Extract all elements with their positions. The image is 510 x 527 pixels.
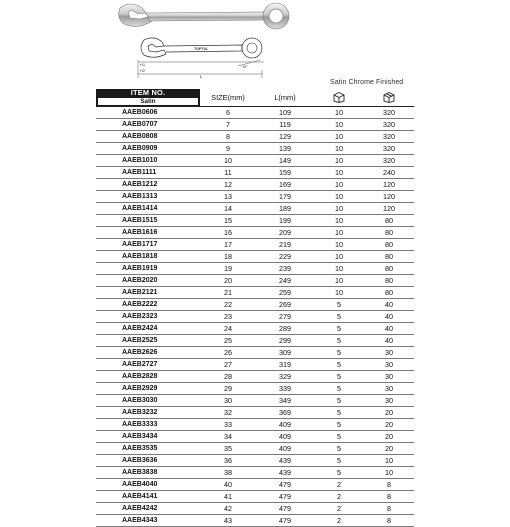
length-cell: 149 [279,155,291,165]
item-code-cell: AAEB4040 [122,480,158,488]
length-cell: 139 [279,143,291,153]
table-row [96,370,414,382]
length-cell: 279 [279,311,291,321]
item-sub-label: Satin [98,98,198,105]
size-cell: 14 [224,203,232,213]
length-cell: 159 [279,167,291,177]
inner-qty-cell: 5 [337,407,341,417]
table-row [96,178,414,190]
size-cell: 19 [224,263,232,273]
table-row [96,490,414,502]
carton-qty-cell: 8 [387,479,391,489]
inner-qty-cell: 5 [337,323,341,333]
size-cell: 10 [224,155,232,165]
table-row [96,430,414,442]
carton-qty-cell: 8 [387,491,391,501]
inner-qty-cell: 10 [335,119,343,129]
length-cell: 479 [279,491,291,501]
inner-qty-cell: 10 [335,287,343,297]
size-cell: 28 [224,371,232,381]
size-cell: 18 [224,251,232,261]
carton-qty-cell: 30 [385,383,393,393]
inner-qty-cell: 10 [335,179,343,189]
carton-header [364,89,414,106]
item-code-cell: AAEB1515 [122,216,158,224]
item-code-cell: AAEB0707 [122,120,158,128]
item-code-cell: AAEB1717 [122,240,158,248]
inner-qty-cell: 2 [337,479,341,489]
length-cell: 409 [279,431,291,441]
size-cell: 7 [226,119,230,129]
table-row [96,214,414,226]
table-row [96,202,414,214]
inner-qty-cell: 5 [337,419,341,429]
inner-qty-cell: 10 [335,203,343,213]
length-cell: 409 [279,443,291,453]
table-row [96,262,414,274]
table-row [96,394,414,406]
size-cell: 11 [224,167,232,177]
item-no-header [96,89,200,106]
table-row [96,418,414,430]
item-code-cell: AAEB2121 [122,288,158,296]
length-cell: 129 [279,131,291,141]
item-code-cell: AAEB3838 [122,468,158,476]
item-code-cell: AAEB4141 [122,492,158,500]
inner-qty-cell: 5 [337,443,341,453]
inner-qty-cell: 5 [337,335,341,345]
carton-qty-cell: 80 [385,227,393,237]
length-cell: 479 [279,515,291,525]
size-cell: 33 [224,419,232,429]
inner-qty-cell: 10 [335,143,343,153]
inner-box-header [314,89,364,106]
length-cell: 309 [279,347,291,357]
size-cell: 23 [224,311,232,321]
carton-icon [382,91,396,103]
item-code-cell: AAEB3030 [122,396,158,404]
table-row [96,142,414,154]
table-row [96,502,414,514]
size-cell: 17 [224,239,232,249]
length-cell: 339 [279,383,291,393]
carton-qty-cell: 120 [383,191,395,201]
carton-qty-cell: 40 [385,311,393,321]
length-cell: 119 [279,119,291,129]
size-cell: 38 [224,467,232,477]
inner-qty-cell: 5 [337,431,341,441]
table-row [96,442,414,454]
length-cell: 239 [279,263,291,273]
length-cell: 439 [279,455,291,465]
size-cell: 6 [226,107,230,117]
carton-qty-cell: 20 [385,431,393,441]
item-code-cell: AAEB2222 [122,300,158,308]
item-no-label: ITEM NO. [130,88,166,98]
size-cell: 40 [224,479,232,489]
table-row [96,466,414,478]
carton-qty-cell: 120 [383,203,395,213]
inner-qty-cell: 10 [335,191,343,201]
length-cell: 259 [279,287,291,297]
item-code-cell: AAEB3333 [122,420,158,428]
carton-qty-cell: 240 [383,167,395,177]
item-code-cell: AAEB1616 [122,228,158,236]
item-code-cell: AAEB1111 [122,168,157,176]
size-cell: 21 [224,287,232,297]
table-row [96,130,414,142]
size-cell: 16 [224,227,232,237]
inner-qty-cell: 10 [335,251,343,261]
length-cell: 199 [279,215,291,225]
item-code-cell: AAEB4343 [122,516,158,524]
carton-qty-cell: 120 [383,179,395,189]
table-row [96,406,414,418]
length-header: L(mm) [256,89,314,106]
table-row [96,250,414,262]
inner-qty-cell: 2 [337,491,341,501]
wrench-photo [116,2,292,32]
inner-qty-cell: 10 [335,131,343,141]
carton-qty-cell: 40 [385,299,393,309]
item-code-cell: AAEB4242 [122,504,158,512]
angle-label: 15° [242,65,248,69]
carton-qty-cell: 10 [385,455,393,465]
item-code-cell: AAEB3232 [122,408,158,416]
inner-qty-cell: 5 [337,395,341,405]
inner-qty-cell: 10 [335,239,343,249]
inner-qty-cell: 5 [337,455,341,465]
carton-qty-cell: 20 [385,419,393,429]
carton-qty-cell: 20 [385,407,393,417]
carton-qty-cell: 320 [383,155,395,165]
size-cell: 42 [224,503,232,513]
carton-qty-cell: 40 [385,335,393,345]
table-row [96,226,414,238]
length-cell: 249 [279,275,291,285]
item-code-cell: AAEB2828 [122,372,158,380]
carton-qty-cell: 30 [385,395,393,405]
inner-qty-cell: 5 [337,371,341,381]
carton-qty-cell: 8 [387,515,391,525]
inner-qty-cell: 5 [337,347,341,357]
table-row [96,166,414,178]
size-cell: 13 [224,191,232,201]
size-header: SIZE(mm) [200,89,256,106]
item-code-cell: AAEB2424 [122,324,158,332]
inner-qty-cell: 10 [335,227,343,237]
table-row [96,310,414,322]
brand-mark: TOPTUL [194,47,209,51]
carton-qty-cell: 320 [383,107,395,117]
inner-qty-cell: 10 [335,215,343,225]
item-code-cell: AAEB2929 [122,384,158,392]
table-row [96,478,414,490]
table-row [96,106,414,118]
carton-qty-cell: 30 [385,359,393,369]
size-cell: 34 [224,431,232,441]
item-code-cell: AAEB0808 [122,132,158,140]
item-code-cell: AAEB3535 [122,444,158,452]
carton-qty-cell: 80 [385,215,393,225]
item-code-cell: AAEB2626 [122,348,158,356]
length-cell: 229 [279,251,291,261]
dimension-h2-label: H2 [140,68,146,73]
size-cell: 41 [224,491,232,501]
size-cell: 25 [224,335,232,345]
table-row [96,358,414,370]
length-cell: 169 [279,179,291,189]
length-cell: 219 [279,239,291,249]
length-cell: 109 [279,107,291,117]
size-cell: 20 [224,275,232,285]
size-cell: 12 [224,179,232,189]
finish-label: Satin Chrome Finished [330,79,404,86]
carton-qty-cell: 80 [385,263,393,273]
item-code-cell: AAEB2323 [122,312,158,320]
carton-qty-cell: 80 [385,275,393,285]
carton-qty-cell: 10 [385,467,393,477]
size-cell: 32 [224,407,232,417]
carton-qty-cell: 320 [383,143,395,153]
item-code-cell: AAEB2020 [122,276,158,284]
carton-qty-cell: 30 [385,371,393,381]
inner-qty-cell: 5 [337,311,341,321]
size-cell: 35 [224,443,232,453]
inner-qty-cell: 10 [335,263,343,273]
wrench-technical-drawing [134,36,270,80]
inner-qty-cell: 5 [337,299,341,309]
size-cell: 24 [224,323,232,333]
length-cell: 409 [279,419,291,429]
length-cell: 209 [279,227,291,237]
table-row [96,334,414,346]
item-code-cell: AAEB1919 [122,264,158,272]
table-row [96,298,414,310]
size-cell: 27 [224,359,232,369]
inner-qty-cell: 2 [337,503,341,513]
item-code-cell: AAEB1212 [122,180,158,188]
inner-qty-cell: 10 [335,155,343,165]
length-cell: 479 [279,479,291,489]
size-cell: 30 [224,395,232,405]
inner-box-icon [332,91,346,103]
length-cell: 349 [279,395,291,405]
item-code-cell: AAEB2727 [122,360,158,368]
dimension-l-label: L [200,74,203,79]
length-cell: 479 [279,503,291,513]
table-row [96,322,414,334]
length-cell: 369 [279,407,291,417]
dimension-h1-label: H1 [140,62,146,67]
carton-qty-cell: 30 [385,347,393,357]
table-row [96,238,414,250]
inner-qty-cell: 10 [335,107,343,117]
inner-qty-cell: 5 [337,359,341,369]
length-cell: 189 [279,203,291,213]
carton-qty-cell: 8 [387,503,391,513]
size-cell: 8 [226,131,230,141]
size-cell: 36 [224,455,232,465]
size-cell: 22 [224,299,232,309]
inner-qty-cell: 10 [335,167,343,177]
inner-qty-cell: 10 [335,275,343,285]
spec-table [96,89,414,527]
length-cell: 269 [279,299,291,309]
table-row [96,118,414,130]
table-row [96,382,414,394]
item-code-cell: AAEB1414 [122,204,158,212]
item-code-cell: AAEB0909 [122,144,158,152]
table-row [96,514,414,526]
table-row [96,346,414,358]
inner-qty-cell: 5 [337,383,341,393]
item-code-cell: AAEB3434 [122,432,158,440]
carton-qty-cell: 80 [385,239,393,249]
carton-qty-cell: 320 [383,131,395,141]
table-header-row [96,89,414,106]
length-cell: 299 [279,335,291,345]
length-cell: 439 [279,467,291,477]
table-row [96,154,414,166]
size-cell: 29 [224,383,232,393]
item-code-cell: AAEB1313 [122,192,158,200]
length-cell: 179 [279,191,291,201]
carton-qty-cell: 80 [385,287,393,297]
item-code-cell: AAEB2525 [122,336,158,344]
size-cell: 15 [224,215,232,225]
item-code-cell: AAEB0606 [122,108,158,116]
size-cell: 9 [226,143,230,153]
item-code-cell: AAEB1818 [122,252,158,260]
carton-qty-cell: 20 [385,443,393,453]
size-cell: 43 [224,515,232,525]
inner-qty-cell: 2 [337,515,341,525]
item-code-cell: AAEB1010 [122,156,158,164]
size-cell: 26 [224,347,232,357]
length-cell: 289 [279,323,291,333]
table-row [96,274,414,286]
table-row [96,286,414,298]
carton-qty-cell: 320 [383,119,395,129]
length-cell: 329 [279,371,291,381]
carton-qty-cell: 80 [385,251,393,261]
length-cell: 319 [279,359,291,369]
item-code-cell: AAEB3636 [122,456,158,464]
table-row [96,190,414,202]
table-row [96,454,414,466]
inner-qty-cell: 5 [337,467,341,477]
carton-qty-cell: 40 [385,323,393,333]
